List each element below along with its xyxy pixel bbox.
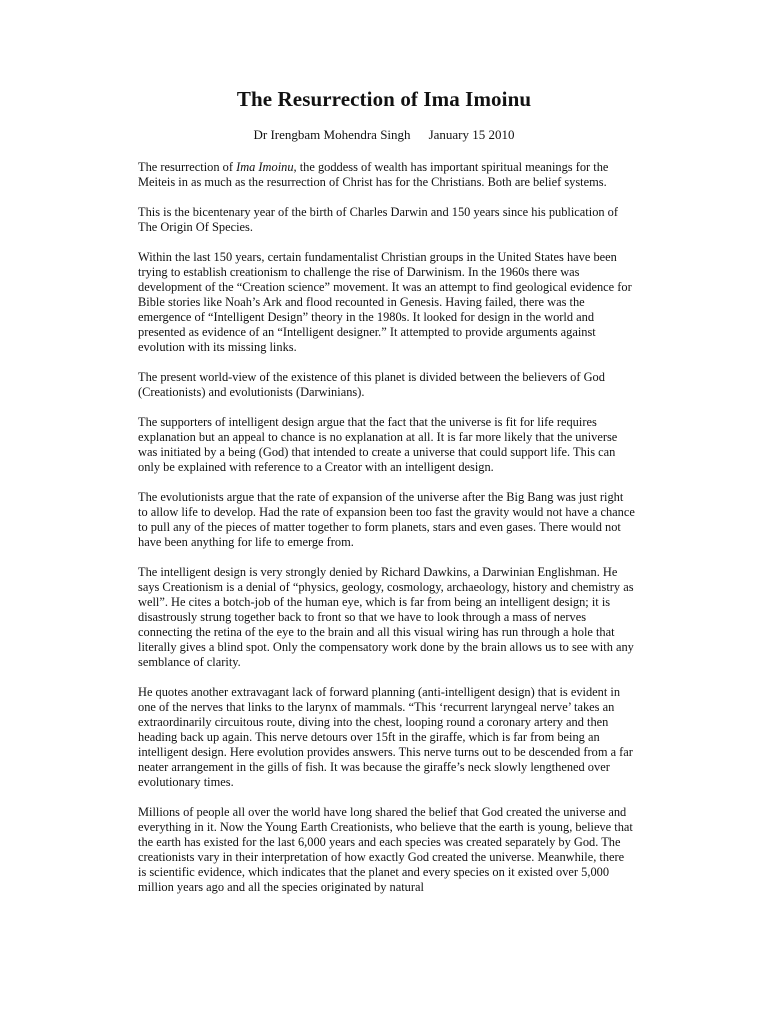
byline <box>0 127 768 143</box>
paragraph-7: The intelligent design is very strongly denied by Richard Dawkins, a Darwinian Englishman. He says Creationism is a denial of “physics, geology, cosmology, archaeology, history and chemistry as well”. He cites a botch-job of the human eye, which is far from being an intelligent design; it is disastrously strung together back to front so that we have to look through a mass of nerves connecting the retina of the eye to the brain and all this visual wiring has run through a hole that literally gives a blind spot. Only the compensatory work done by the brain allows us to see with any semblance of clarity. <box>138 565 634 669</box>
paragraph-9: Millions of people all over the world have long shared the belief that God created the universe and everything in it. Now the Young Earth Creationists, who believe that the earth is young, believe that the earth has existed for the last 6,000 years and each species was created separately by God. The creationists vary in their interpretation of how exactly God created the universe. Meanwhile, there is scientific evidence, which indicates that the planet and every species on it existed over 5,000 million years ago and all the species originated by natural <box>138 805 633 894</box>
paragraph-3: Within the last 150 years, certain fundamentalist Christian groups in the United States have been trying to establish creationism to challenge the rise of Darwinism. In the 1960s there was development of the “Creation science” movement. It was an attempt to find geological evidence for Bible stories like Noah’s Ark and flood recounted in Genesis. Having failed, there was the emergence of “Intelligent Design” theory in the 1980s. It looked for design in the world and presented as evidence of an “Intelligent designer.” It attempted to provide arguments against evolution with its missing links. <box>138 250 632 354</box>
paragraph-4: The present world-view of the existence of this planet is divided between the believers of God (Creationists) and evolutionists (Darwinians). <box>138 370 605 399</box>
paragraph-1-rest: the goddess of wealth has important spiritual meanings for the Meiteis in as much as the resurrection of Christ has for the Christians. Both are belief systems. <box>138 160 609 189</box>
article-body <box>138 160 635 910</box>
paragraph-1 <box>138 160 635 190</box>
paragraph-1-lead: The resurrection of <box>138 160 237 174</box>
paragraph-5: The supporters of intelligent design argue that the fact that the universe is fit for life requires explanation but an appeal to chance is no explanation at all. It is far more likely that the universe was initiated by a being (God) that intended to create a universe that could support life. This can only be explained with reference to a Creator with an intelligent design. <box>138 415 618 474</box>
document-title: The Resurrection of Ima Imoinu <box>236 87 532 111</box>
author-name: Dr Irengbam Mohendra Singh <box>253 127 411 142</box>
publication-date: January 15 2010 <box>428 127 515 142</box>
goddess-name: Ima Imoinu, <box>236 160 297 174</box>
paragraph-2: This is the bicentenary year of the birth of Charles Darwin and 150 years since his publication of The Origin Of Species. <box>138 205 618 234</box>
paragraph-6: The evolutionists argue that the rate of expansion of the universe after the Big Bang was just right to allow life to develop. Had the rate of expansion been too fast the gravity would not have a chance to pull any of the pieces of matter together to form planets, stars and even gases. There would not have been anything for life to emerge from. <box>138 490 635 549</box>
paragraph-8: He quotes another extravagant lack of forward planning (anti-intelligent design) that is evident in one of the nerves that links to the larynx of mammals. “This ‘recurrent laryngeal nerve’ takes an extraordinarily circuitous route, diving into the chest, looping round a coronary artery and then heading back up again. This nerve detours over 15ft in the giraffe, which is far from being an intelligent design. Here evolution provides answers. This nerve turns out to be descended from a far neater arrangement in the gills of fish. It was because the giraffe’s neck slowly lengthened over evolutionary times. <box>138 685 633 789</box>
